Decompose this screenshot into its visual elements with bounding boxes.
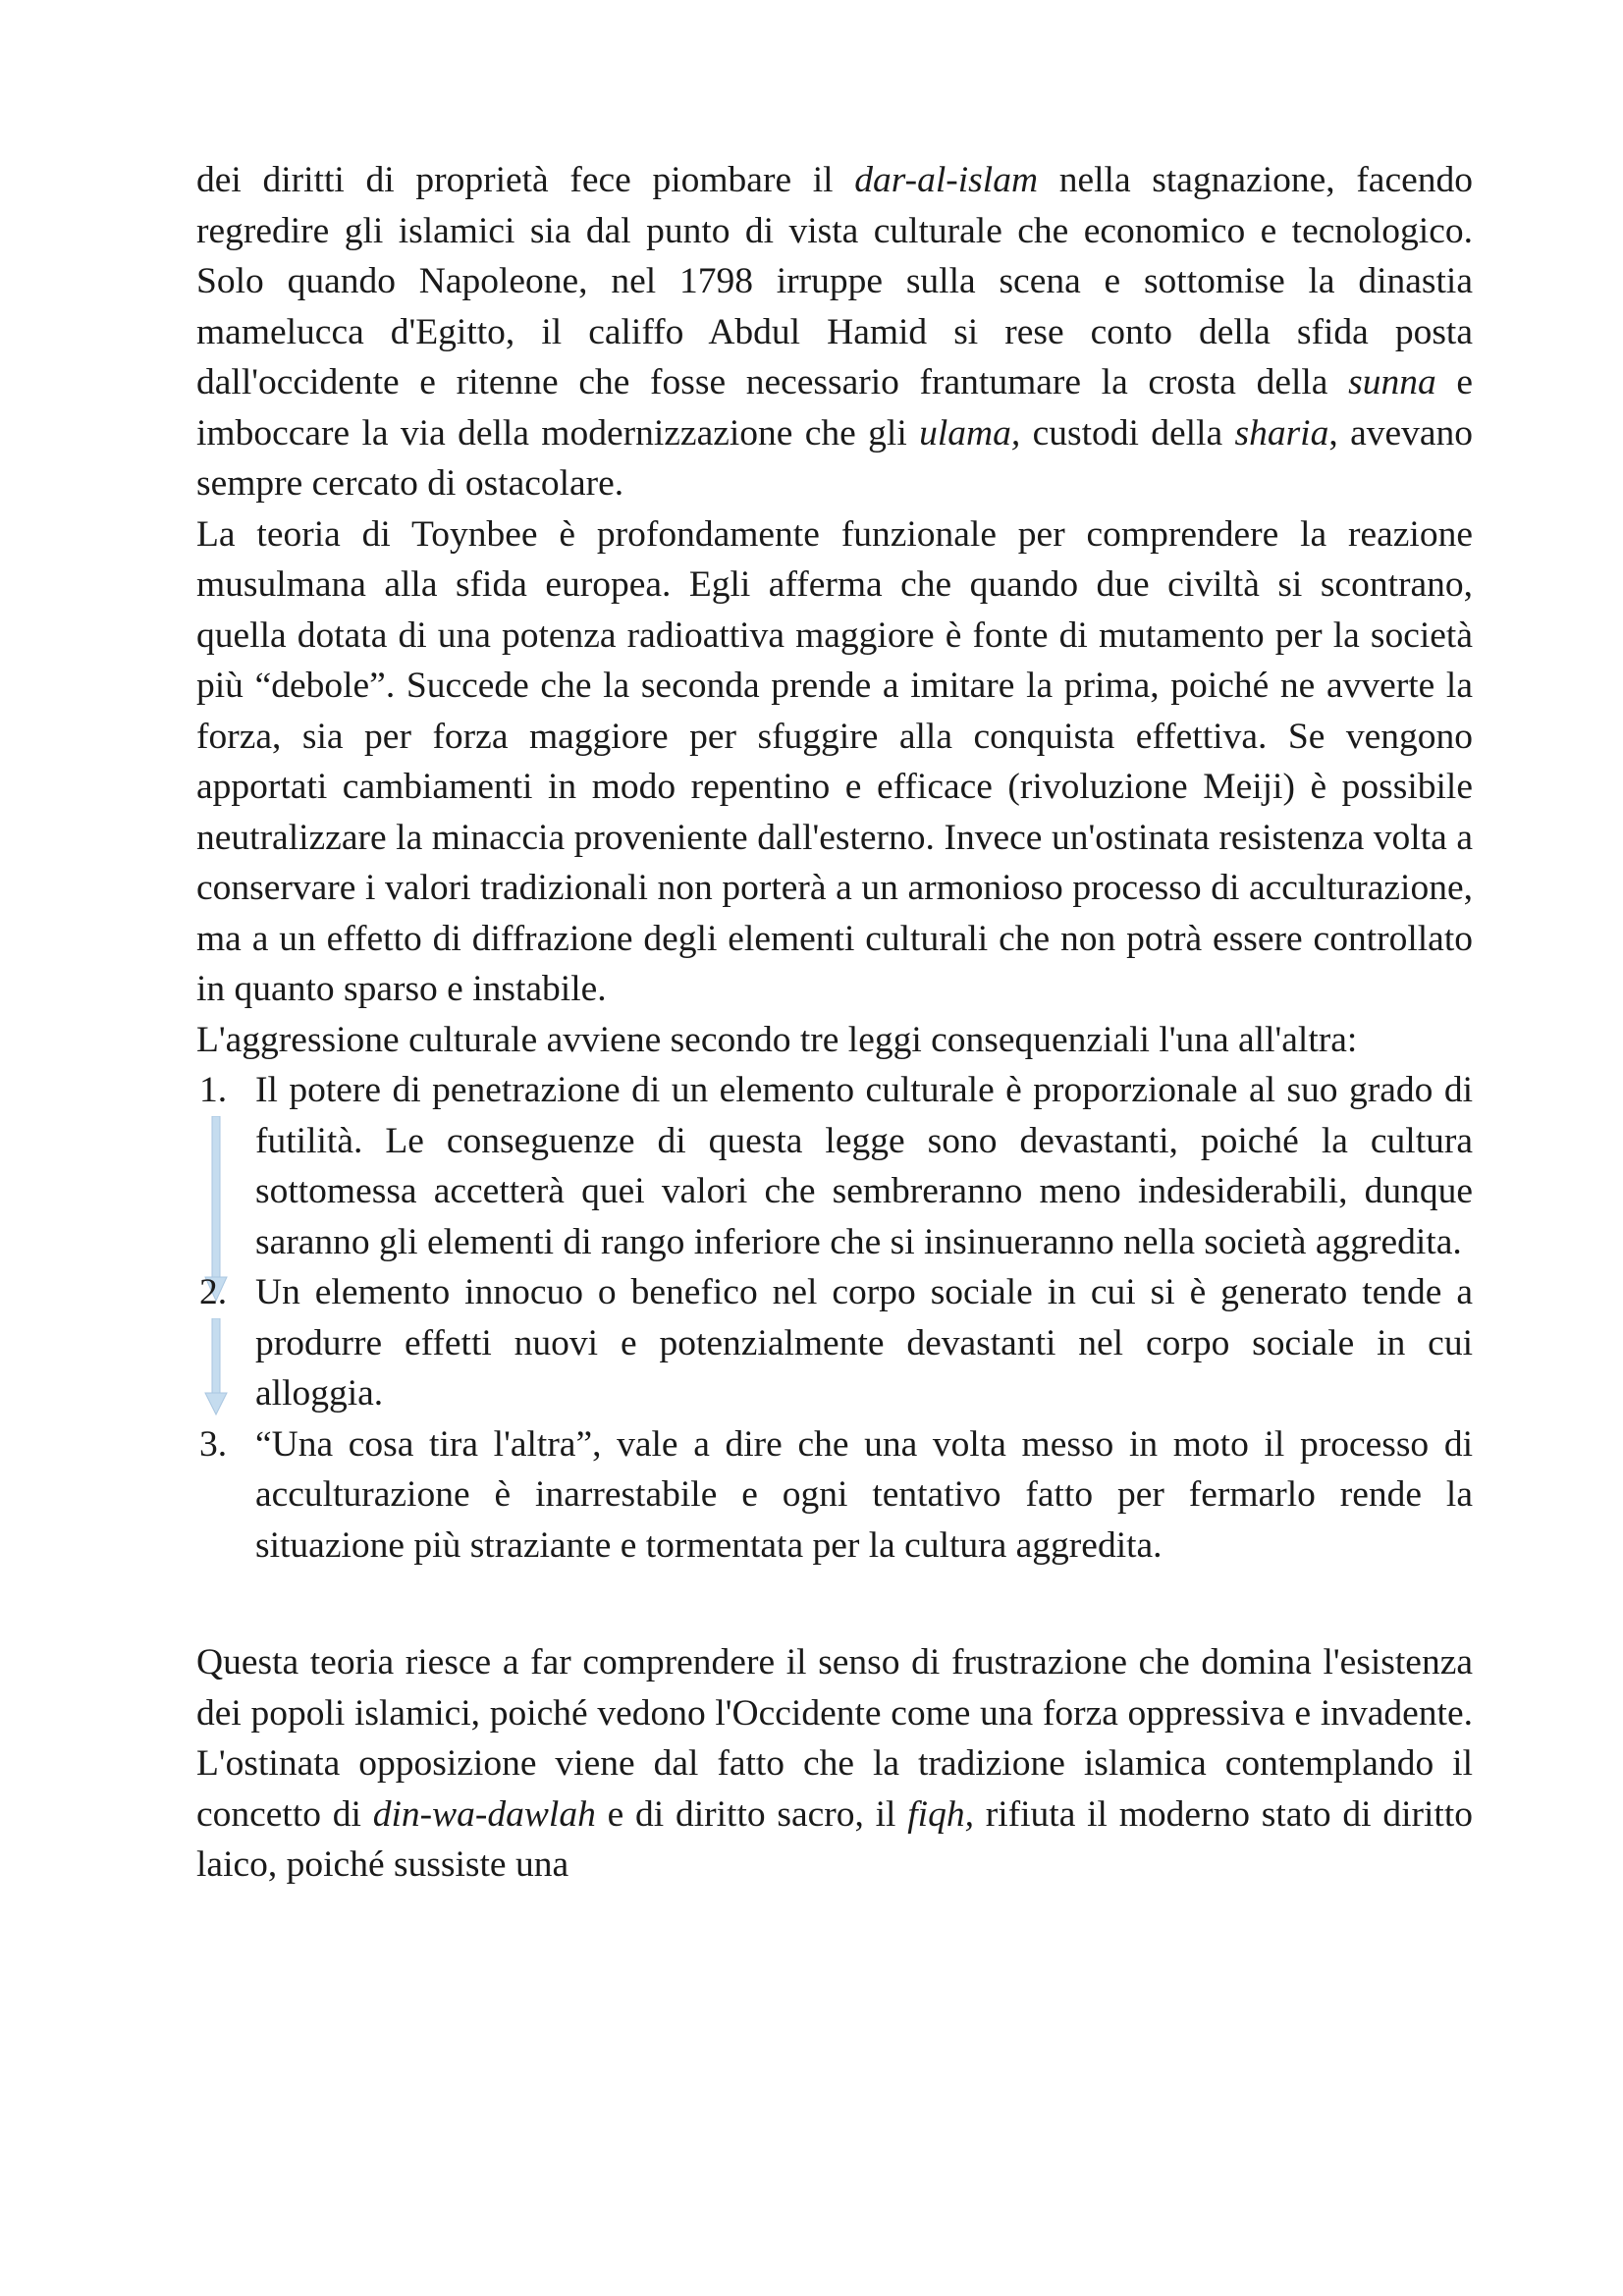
- list-number: 3.: [199, 1423, 228, 1465]
- paragraph-laws-intro: L'aggressione culturale avviene secondo tre leggi consequenziali l'una all'altra:: [196, 1019, 1358, 1060]
- list-item: [196, 1419, 1473, 1572]
- list-item-text: “Una cosa tira l'altra”, vale a dire che una volta messo in moto il processo di acculturazione è inarrestabile e ogni tentativo fatto per fermarlo rende la situazione più straziante e tormentata per la cultura aggredita.: [255, 1423, 1473, 1566]
- text-run: nella stagnazione, facendo regredire gli islamici sia dal punto di vista culturale che economico e tecnologico. Solo quando Napoleone, nel 1798 irruppe sulla scena e sottomise la dinastia mamelucca d'Egitto, il califfo Abdul Hamid si rese conto della sfida posta dall'occidente e ritenne che fosse necessario frantumare la crosta della: [196, 160, 1473, 402]
- italic-term-fiqh: fiqh,: [907, 1793, 974, 1835]
- text-run: e di diritto sacro, il: [595, 1793, 908, 1835]
- italic-term-ulama: ulama,: [919, 412, 1021, 454]
- laws-list: [196, 1065, 1473, 1571]
- list-item: [196, 1267, 1473, 1419]
- down-arrow-icon: [204, 1318, 228, 1416]
- list-item: [196, 1065, 1473, 1267]
- text-run: , avevano sempre cercato di ostacolare.: [196, 412, 1474, 504]
- italic-term-sharia: sharia: [1234, 412, 1329, 454]
- text-run: Questa teoria riesce a far comprendere il senso di frustrazione che domina l'esistenza dei popoli islamici, poiché vedono l'Occidente come una forza oppressiva e invadente. L'ostinata opposizione viene dal fatto che la tradizione islamica contemplando il concetto di: [196, 1642, 1473, 1835]
- list-item-text: Un elemento innocuo o benefico nel corpo sociale in cui si è generato tende a produrre effetti nuovi e potenzialmente devastanti nel corpo sociale in cui alloggia.: [255, 1272, 1473, 1414]
- italic-term-din-wa-dawlah: din-wa-dawlah: [372, 1793, 596, 1835]
- italic-term-sunna: sunna: [1348, 362, 1436, 402]
- paragraph-napoleon: [196, 155, 1473, 509]
- list-number: 1.: [199, 1070, 228, 1110]
- list-number: 2.: [199, 1272, 228, 1312]
- text-run: e imboccare la via della modernizzazione che gli: [196, 362, 1473, 454]
- document-page: [196, 155, 1473, 1891]
- text-run: rifiuta il moderno stato di diritto laico, poiché sussiste una: [196, 1793, 1473, 1885]
- paragraph-toynbee: La teoria di Toynbee è profondamente funzionale per comprendere la reazione musulmana alla sfida europea. Egli afferma che quando due civiltà si scontrano, quella dotata di una potenza radioattiva maggiore è fonte di mutamento per la società più “debole”. Succede che la seconda prende a imitare la prima, poiché ne avverte la forza, sia per forza maggiore per sfuggire alla conquista effettiva. Se vengono apportati cambiamenti in modo repentino e efficace (rivoluzione Meiji) è possibile neutralizzare la minaccia proveniente dall'esterno. Invece un'ostinata resistenza volta a conservare i valori tradizionali non porterà a un armonioso processo di acculturazione, ma a un effetto di diffrazione degli elementi culturali che non potrà essere controllato in quanto sparso e instabile.: [196, 513, 1473, 1009]
- text-run: custodi della: [1020, 412, 1235, 454]
- paragraph-frustration: [196, 1637, 1473, 1891]
- paragraph-spacer: [196, 1571, 1473, 1637]
- italic-term-dar-al-islam: dar-al-islam: [854, 160, 1039, 200]
- list-item-text: Il potere di penetrazione di un elemento culturale è proporzionale al suo grado di futilità. Le conseguenze di questa legge sono devastanti, poiché la cultura sottomessa accetterà quei valori che sembreranno meno indesiderabili, dunque saranno gli elementi di rango inferiore che si insinueranno nella società aggredita.: [255, 1070, 1473, 1262]
- text-run: dei diritti di proprietà fece piombare il: [196, 160, 855, 200]
